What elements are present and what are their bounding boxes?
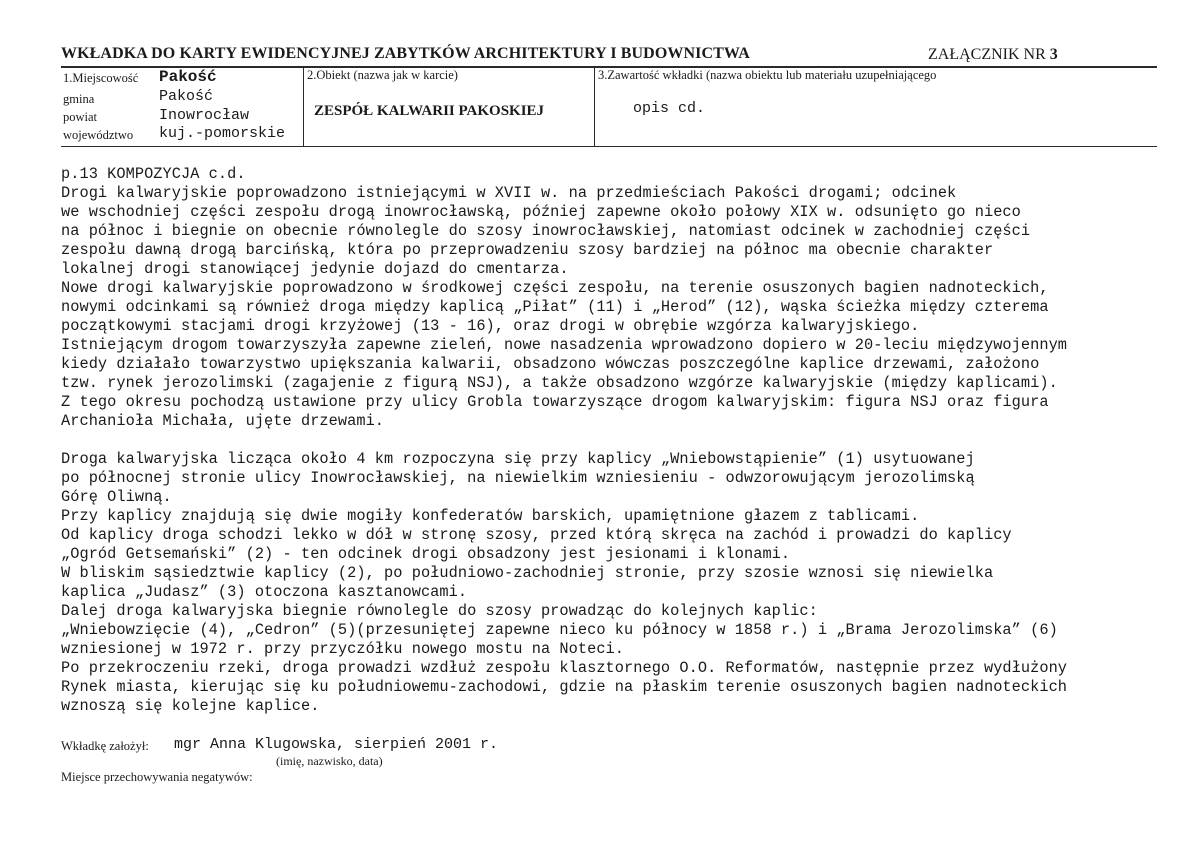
voivodeship-value: kuj.-pomorskie xyxy=(159,125,286,142)
description-line: Górę Oliwną. xyxy=(61,488,172,506)
description-line: Od kaplicy droga schodzi lekko w dół w stronę szosy, przed którą skręca na zachód i prowadzi do kaplicy xyxy=(61,526,1012,544)
description-line: „Wniebowzięcie (4), „Cedron” (5)(przesuniętej zapewne nieco ku północy w 1858 r.) i „Brama Jerozolimska” (6) xyxy=(61,621,1058,639)
place-value: Pakość xyxy=(159,68,217,86)
description-line: we wschodniej części zespołu drogą inowrocławską, później zapewne około połowy XIX w. odsunięto go nieco xyxy=(61,203,1021,221)
description-body xyxy=(61,165,1067,716)
place-label: 1.Miejscowość xyxy=(63,71,139,85)
table-bottom-rule xyxy=(61,146,1157,147)
description-line: Dalej droga kalwaryjska biegnie równolegle do szosy prowadząc do kolejnych kaplic: xyxy=(61,602,818,620)
description-line: po północnej stronie ulicy Inowrocławskiej, na niewielkim wzniesieniu - odwzorowującym jerozolimską xyxy=(61,469,975,487)
object-label: 2.Obiekt (nazwa jak w karcie) xyxy=(307,68,458,82)
description-line: początkowymi stacjami drogi krzyżowej (13 - 16), oraz drogi w obrębie wzgórza kalwaryjskiego. xyxy=(61,317,920,335)
description-line: kaplica „Judasz” (3) otoczona kasztanowcami. xyxy=(61,583,468,601)
description-line: wzniesionej w 1972 r. przy przyczółku nowego mostu na Noteci. xyxy=(61,640,625,658)
district-value: Inowrocław xyxy=(159,107,250,124)
description-line: Z tego okresu pochodzą ustawione przy ulicy Grobla towarzyszące drogom kalwaryjskim: figura NSJ oraz figura xyxy=(61,393,1049,411)
blank-line xyxy=(61,431,1067,450)
description-line: Po przekroczeniu rzeki, droga prowadzi wzdłuż zespołu klasztornego O.O. Reformatów, następnie przez wydłużony xyxy=(61,659,1068,677)
contents-value: opis cd. xyxy=(633,100,706,117)
description-line: kiedy działało towarzystwo upiększania kalwarii, obsadzono wówczas poszczególne kaplice drzewami, założono xyxy=(61,355,1040,373)
table-divider-2 xyxy=(594,67,595,146)
annex-label xyxy=(928,46,1058,64)
annex-number: 3 xyxy=(1049,46,1058,63)
district-label: powiat xyxy=(63,110,98,124)
description-line: zespołu dawną drogą barcińską, która po przeprowadzeniu szosy bardziej na północ ma obecnie charakter xyxy=(61,241,994,259)
document-title: WKŁADKA DO KARTY EWIDENCYJNEJ ZABYTKÓW ARCHITEKTURY I BUDOWNICTWA xyxy=(61,45,750,62)
annex-label-text: ZAŁĄCZNIK NR xyxy=(928,46,1046,63)
commune-label: gmina xyxy=(63,92,95,106)
negatives-label: Miejsce przechowywania negatywów: xyxy=(61,770,253,784)
description-line: lokalnej drogi stanowiącej jedynie dojazd do cmentarza. xyxy=(61,260,569,278)
description-line: na północ i biegnie on obecnie równolegle do szosy inowrocławskiej, natomiast odcinek w zachodniej części xyxy=(61,222,1031,240)
founded-label: Wkładkę założył: xyxy=(61,739,149,753)
description-line: nowymi odcinkami są również droga między kaplicą „Piłat” (11) i „Herod” (12), wąska ścieżka między czterema xyxy=(61,298,1049,316)
description-line: wznoszą się kolejne kaplice. xyxy=(61,697,320,715)
object-name: ZESPÓŁ KALWARII PAKOSKIEJ xyxy=(314,103,545,119)
description-line: Przy kaplicy znajdują się dwie mogiły konfederatów barskich, upamiętnione głazem z tablicami. xyxy=(61,507,920,525)
description-line: Droga kalwaryjska licząca około 4 km rozpoczyna się przy kaplicy „Wniebowstąpienie” (1) usytuowanej xyxy=(61,450,975,468)
founded-value: mgr Anna Klugowska, sierpień 2001 r. xyxy=(174,736,499,753)
description-line: p.13 KOMPOZYCJA c.d. xyxy=(61,165,246,183)
description-line: Nowe drogi kalwaryjskie poprowadzono w środkowej części zespołu, na terenie osuszonych bagien nadnoteckich, xyxy=(61,279,1049,297)
description-line: „Ogród Getsemański” (2) - ten odcinek drogi obsadzony jest jesionami i klonami. xyxy=(61,545,791,563)
founded-hint: (imię, nazwisko, data) xyxy=(276,754,383,768)
description-line: W bliskim sąsiedztwie kaplicy (2), po południowo-zachodniej stronie, przy szosie wznosi się niewielka xyxy=(61,564,994,582)
description-line: tzw. rynek jerozolimski (zagajenie z figurą NSJ), a także obsadzono wzgórze kalwaryjskie (między kaplicami). xyxy=(61,374,1058,392)
description-line: Istniejącym drogom towarzyszyła zapewne zieleń, nowe nasadzenia wprowadzono dopiero w 20-leciu międzywojennym xyxy=(61,336,1068,354)
description-line: Rynek miasta, kierując się ku południowemu-zachodowi, gdzie na płaskim terenie osuszonych bagien nadnoteckich xyxy=(61,678,1068,696)
commune-value: Pakość xyxy=(159,88,214,105)
description-line: Archanioła Michała, ujęte drzewami. xyxy=(61,412,385,430)
voivodeship-label: województwo xyxy=(63,128,134,142)
table-divider-1 xyxy=(303,67,304,146)
description-line: Drogi kalwaryjskie poprowadzono istniejącymi w XVII w. na przedmieściach Pakości drogami; odcinek xyxy=(61,184,957,202)
contents-label: 3.Zawartość wkładki (nazwa obiektu lub materiału uzupełniającego xyxy=(598,68,937,82)
